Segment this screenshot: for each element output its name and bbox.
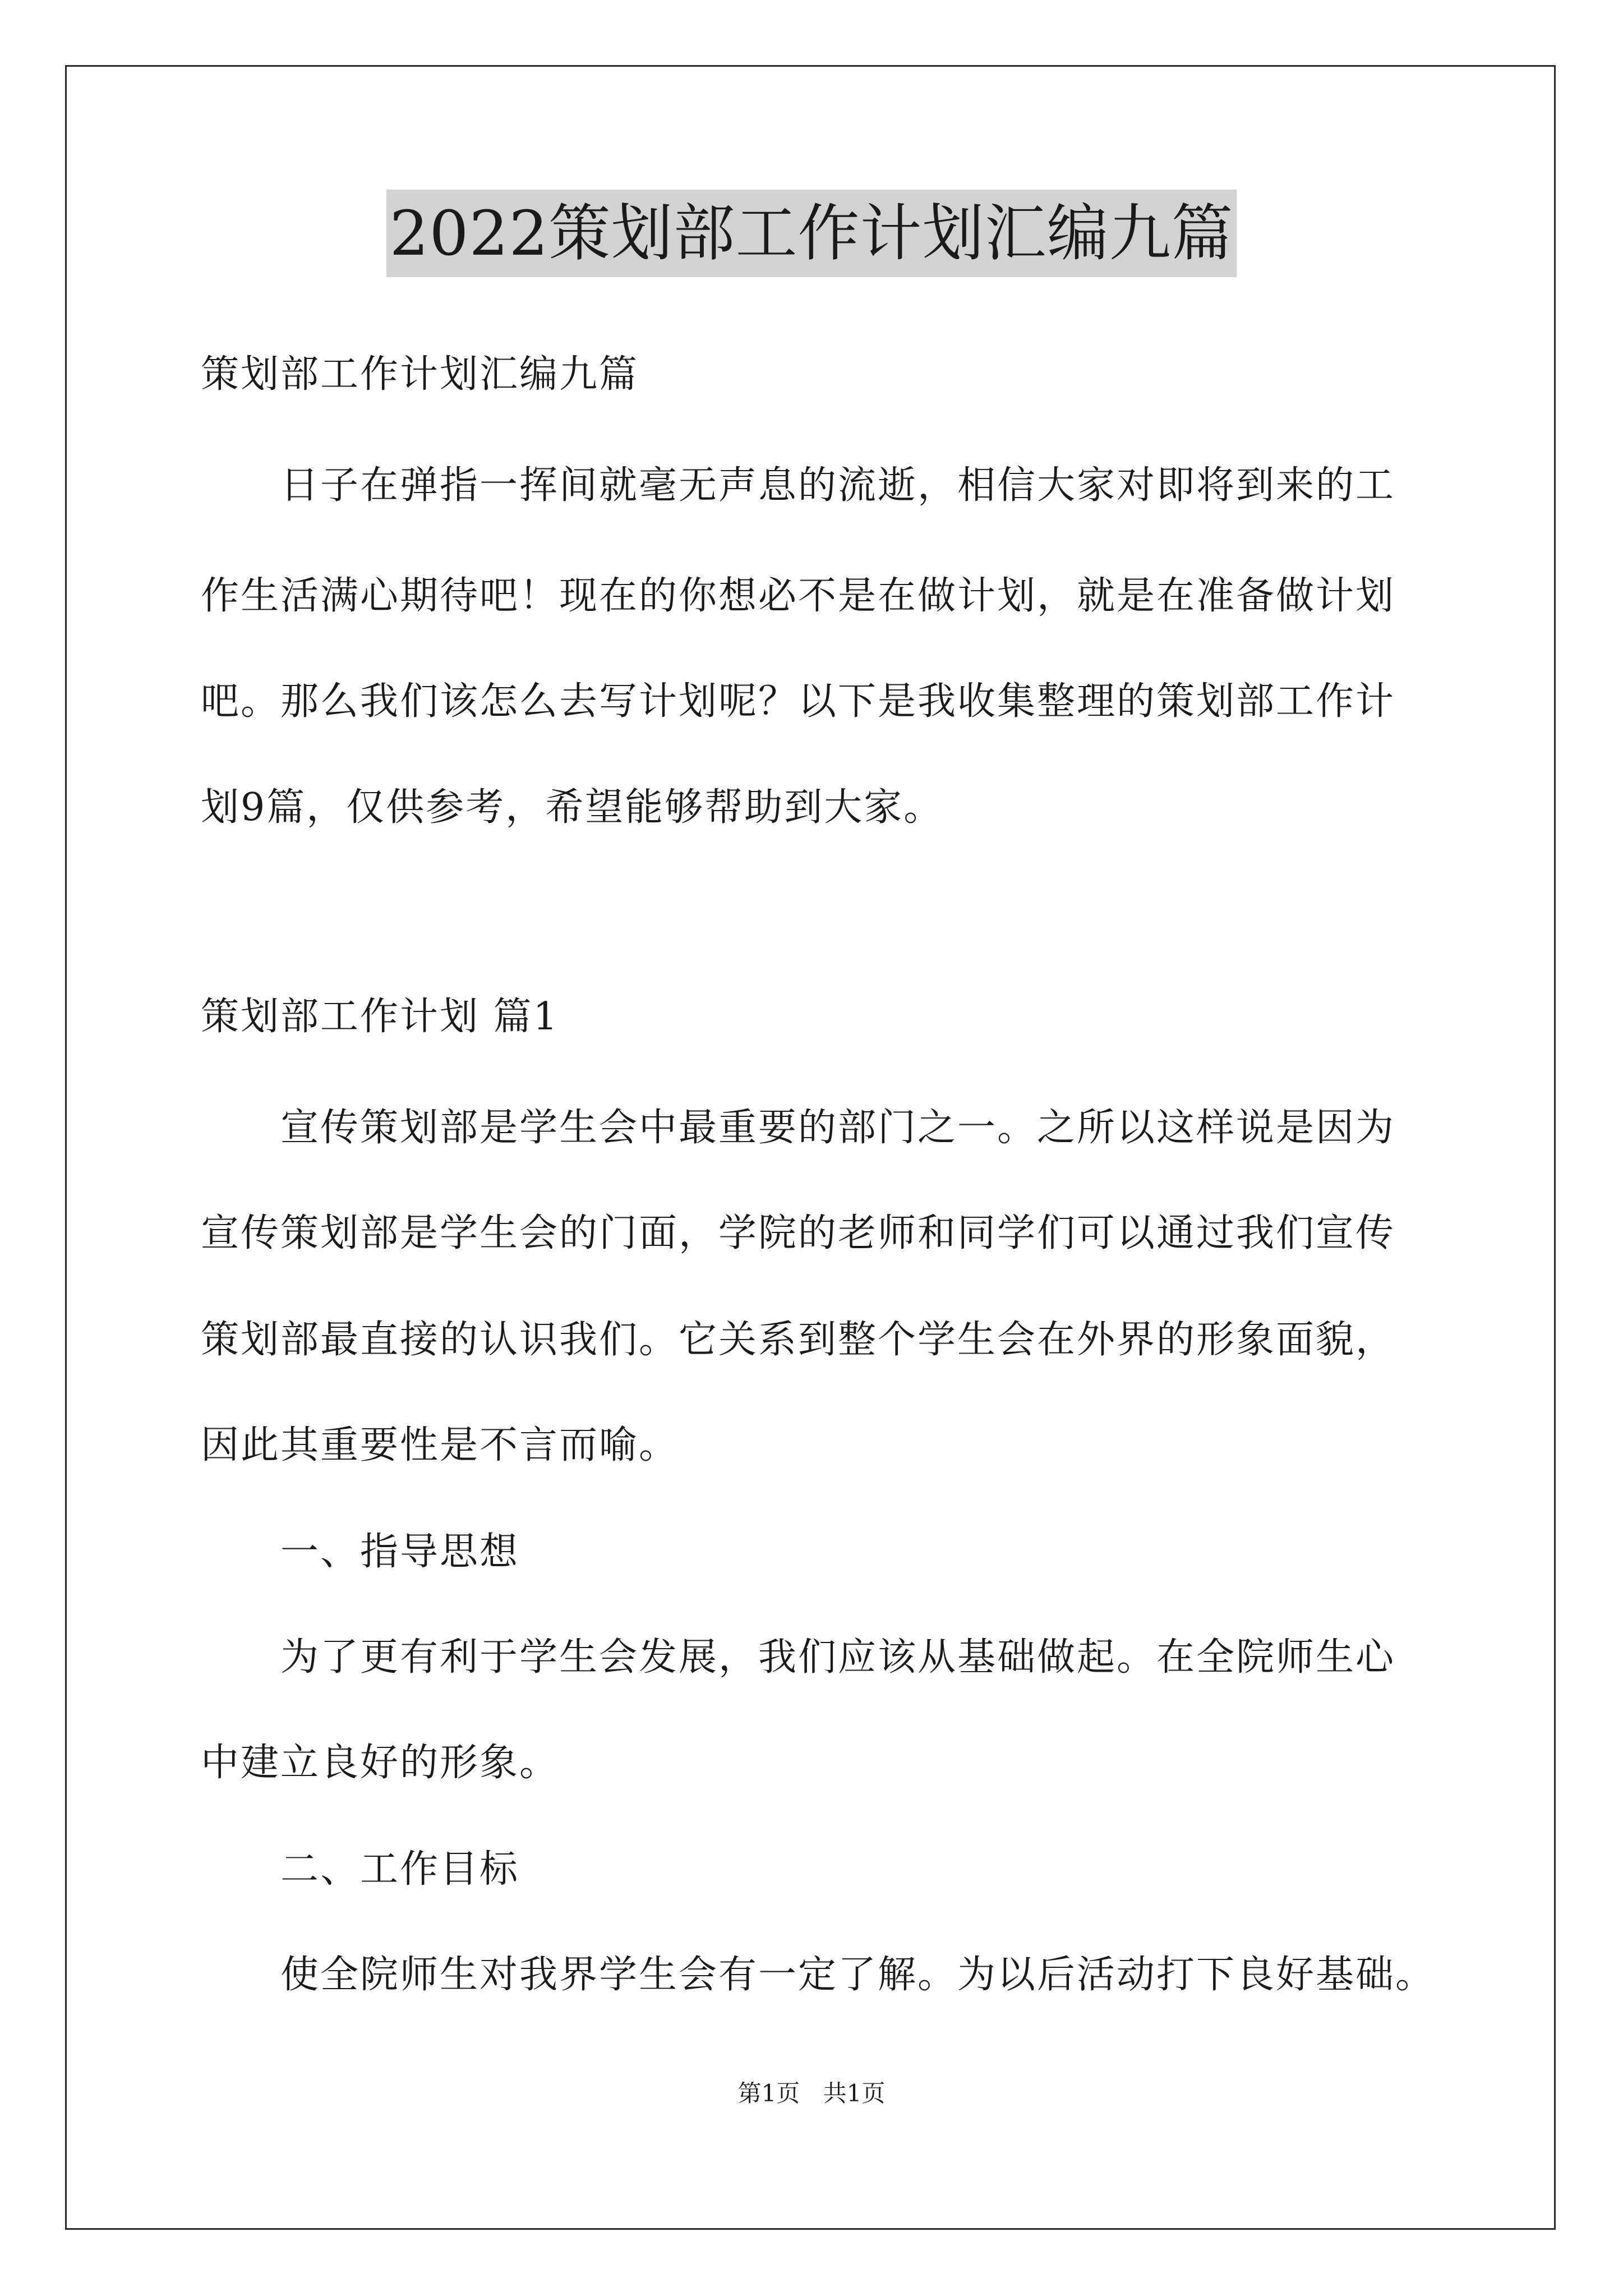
goal-line-1: 使全院师生对我界学生会有一定了解。为以后活动打下良好基础。 — [280, 1953, 1436, 1997]
section-1-heading: 策划部工作计划 篇1 — [201, 995, 559, 1039]
page-footer — [0, 2078, 1623, 2109]
section-1-line-3: 策划部最直接的认识我们。它关系到整个学生会在外界的形象面貌， — [201, 1318, 1396, 1362]
intro-line-2: 作生活满心期待吧！现在的你想必不是在做计划，就是在准备做计划 — [201, 574, 1396, 618]
intro-line-3: 吧。那么我们该怎么去写计划呢？以下是我收集整理的策划部工作计 — [201, 679, 1396, 724]
page-number-total: 共1页 — [823, 2079, 886, 2107]
guiding-line-1: 为了更有利于学生会发展，我们应该从基础做起。在全院师生心 — [280, 1635, 1396, 1680]
heading-work-goal: 二、工作目标 — [280, 1847, 520, 1892]
title-container — [0, 190, 1623, 277]
section-1-line-2: 宣传策划部是学生会的门面，学院的老师和同学们可以通过我们宣传 — [201, 1211, 1396, 1255]
section-1-line-1: 宣传策划部是学生会中最重要的部门之一。之所以这样说是因为 — [280, 1106, 1396, 1150]
page-number-current: 第1页 — [737, 2079, 800, 2107]
guiding-line-2: 中建立良好的形象。 — [201, 1741, 560, 1785]
document-subtitle: 策划部工作计划汇编九篇 — [201, 352, 639, 397]
intro-line-1: 日子在弹指一挥间就毫无声息的流逝，相信大家对即将到来的工 — [280, 463, 1396, 508]
heading-guiding-thought: 一、指导思想 — [280, 1530, 520, 1574]
section-1-line-4: 因此其重要性是不言而喻。 — [201, 1423, 679, 1467]
document-title: 2022策划部工作计划汇编九篇 — [386, 190, 1237, 277]
intro-line-4: 划9篇，仅供参考，希望能够帮助到大家。 — [201, 785, 944, 830]
